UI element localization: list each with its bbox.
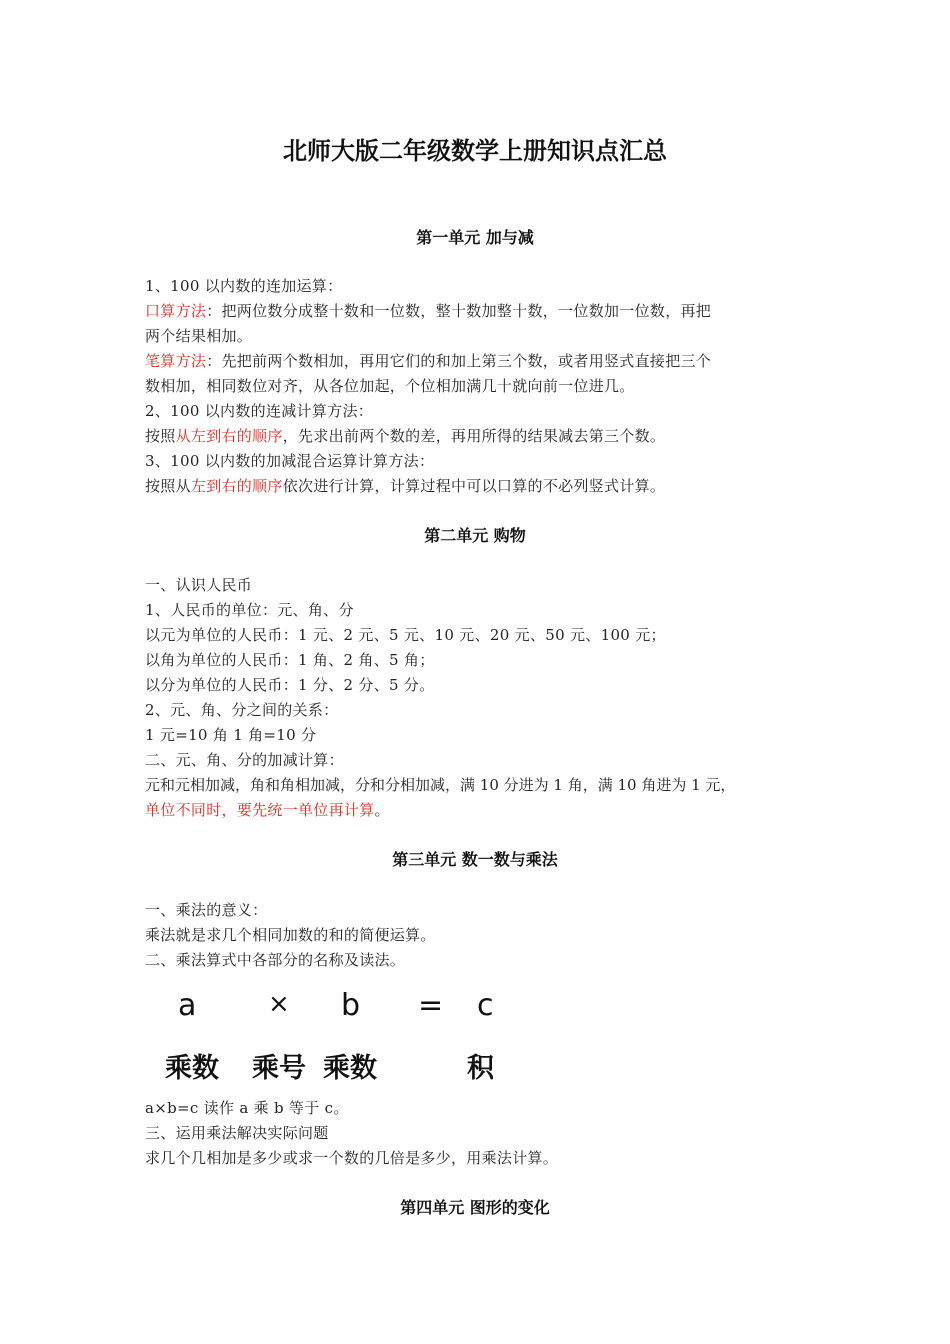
unit3-line: 一、乘法的意义： bbox=[145, 901, 268, 919]
unit2-line: 1、人民币的单位：元、角、分 bbox=[145, 601, 354, 619]
formula-times: × bbox=[268, 989, 290, 1019]
unit2-line: 二、元、角、分的加减计算： bbox=[145, 751, 344, 769]
formula-b: b bbox=[341, 988, 361, 1023]
unit1-line: 2、100 以内数的连减计算方法： bbox=[145, 402, 374, 420]
unit3-line: 二、乘法算式中各部分的名称及读法。 bbox=[145, 951, 406, 969]
unit1-line: 按照从左到右的顺序依次进行计算，计算过程中可以口算的不必列竖式计算。 bbox=[145, 477, 666, 495]
unit1-line: 数相加，相同数位对齐，从各位加起，个位相加满几十就向前一位进几。 bbox=[145, 377, 635, 395]
unit1-line: 两个结果相加。 bbox=[145, 327, 253, 345]
highlight-text: 单位不同时，要先统一单位再计算 bbox=[145, 801, 375, 819]
unit2-line: 一、认识人民币 bbox=[145, 576, 253, 594]
unit1-line: 按照从左到右的顺序，先求出前两个数的差，再用所得的结果减去第三个数。 bbox=[145, 427, 666, 445]
unit1-line: 3、100 以内数的加减混合运算计算方法： bbox=[145, 452, 435, 470]
unit1-line: 1、100 以内数的连加运算： bbox=[145, 277, 343, 295]
unit2-line: 以角为单位的人民币：1 角、2 角、5 角； bbox=[145, 651, 435, 669]
unit2-line: 以元为单位的人民币：1 元、2 元、5 元、10 元、20 元、50 元、100 元； bbox=[145, 626, 666, 644]
unit2-line: 以分为单位的人民币：1 分、2 分、5 分。 bbox=[145, 676, 435, 694]
document-title: 北师大版二年级数学上册知识点汇总 bbox=[283, 137, 667, 165]
highlight-text: 笔算方法 bbox=[145, 352, 207, 370]
unit3-line: 求几个几相加是多少或求一个数的几倍是多少，用乘法计算。 bbox=[145, 1149, 559, 1167]
unit3-line: 三、运用乘法解决实际问题 bbox=[145, 1124, 329, 1142]
formula-c: c bbox=[477, 988, 494, 1023]
highlight-text: 左到右的顺序 bbox=[190, 477, 283, 495]
unit2-line: 单位不同时，要先统一单位再计算。 bbox=[145, 801, 390, 819]
formula-equals: = bbox=[418, 988, 444, 1023]
unit2-heading: 第二单元 购物 bbox=[424, 526, 526, 545]
label-times-sign: 乘号 bbox=[252, 1053, 306, 1084]
unit1-heading: 第一单元 加与减 bbox=[416, 228, 534, 247]
label-factor1: 乘数 bbox=[165, 1053, 219, 1084]
unit1-line: 口算方法：把两位数分成整十数和一位数，整十数加整十数，一位数加一位数，再把 bbox=[145, 302, 712, 320]
unit3-line: a×b=c 读作 a 乘 b 等于 c。 bbox=[145, 1099, 349, 1117]
label-factor2: 乘数 bbox=[323, 1053, 377, 1084]
label-product: 积 bbox=[467, 1053, 494, 1084]
unit2-line: 1 元=10 角 1 角=10 分 bbox=[145, 726, 317, 744]
highlight-text: 口算方法 bbox=[145, 302, 207, 320]
highlight-text: 从左到右的顺序 bbox=[175, 427, 283, 445]
unit2-line: 2、元、角、分之间的关系： bbox=[145, 701, 339, 719]
unit3-heading: 第三单元 数一数与乘法 bbox=[392, 850, 558, 869]
unit3-line: 乘法就是求几个相同加数的和的简便运算。 bbox=[145, 926, 436, 944]
formula-a: a bbox=[178, 988, 197, 1023]
unit2-line: 元和元相加减，角和角相加减，分和分相加减，满 10 分进为 1 角，满 10 角进为 1 元， bbox=[145, 776, 736, 794]
unit4-heading: 第四单元 图形的变化 bbox=[400, 1198, 550, 1217]
unit1-line: 笔算方法：先把前两个数相加，再用它们的和加上第三个数，或者用竖式直接把三个 bbox=[145, 352, 712, 370]
